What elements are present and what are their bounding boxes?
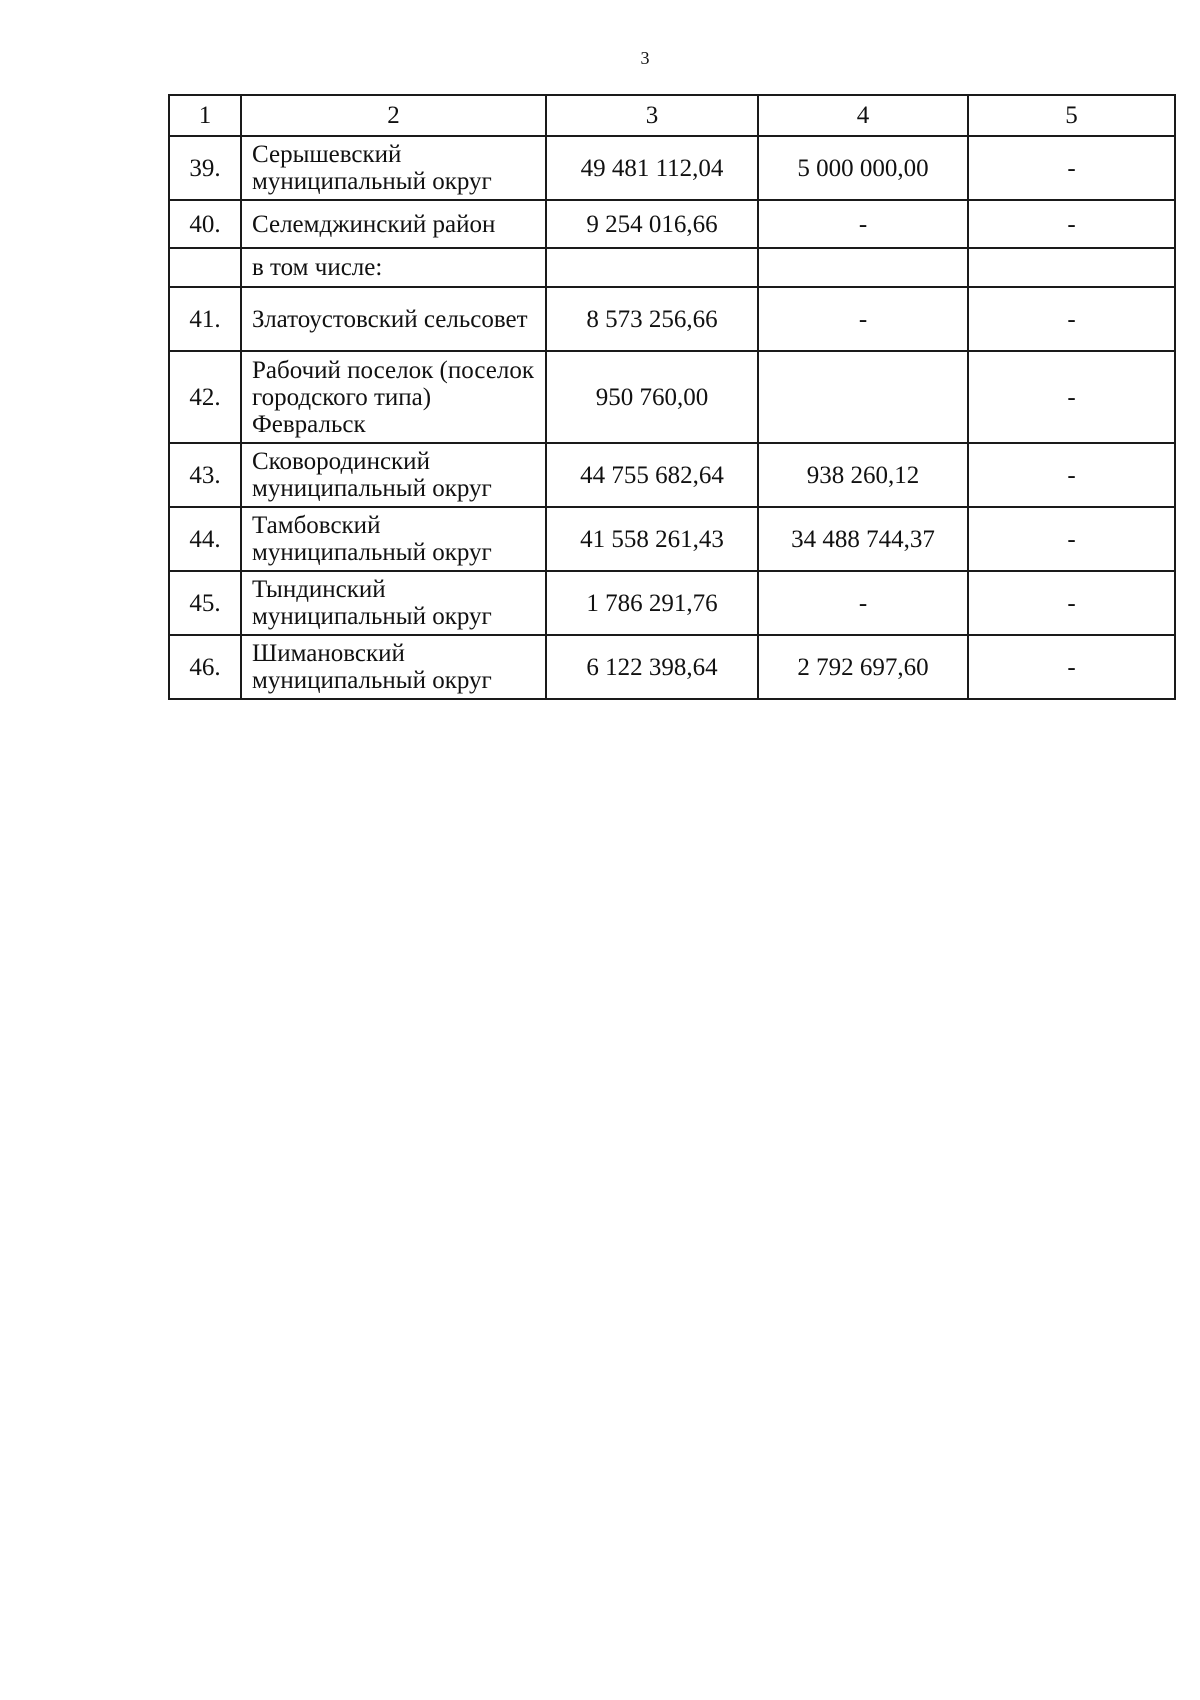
amount-column-5: -: [968, 351, 1175, 443]
amount-column-4: [758, 248, 968, 287]
amount-column-4: -: [758, 287, 968, 351]
amount-column-5: -: [968, 287, 1175, 351]
table-row: [169, 287, 1175, 351]
amount-column-3: 41 558 261,43: [546, 507, 758, 571]
municipality-name: Тындинский муниципальный округ: [241, 571, 546, 635]
amount-column-3: 1 786 291,76: [546, 571, 758, 635]
row-number: 45.: [169, 571, 241, 635]
table-row: [169, 635, 1175, 699]
amount-column-5: [968, 248, 1175, 287]
amount-column-3: 6 122 398,64: [546, 635, 758, 699]
amount-column-4: [758, 351, 968, 443]
amount-column-3: 950 760,00: [546, 351, 758, 443]
page-number: 3: [640, 48, 650, 68]
column-header: 5: [968, 95, 1175, 136]
amount-column-3: 44 755 682,64: [546, 443, 758, 507]
amount-column-3: [546, 248, 758, 287]
row-number: 46.: [169, 635, 241, 699]
table-row: [169, 571, 1175, 635]
table-row: [169, 136, 1175, 200]
amount-column-5: -: [968, 507, 1175, 571]
amount-column-3: 9 254 016,66: [546, 200, 758, 248]
amount-column-4: 2 792 697,60: [758, 635, 968, 699]
table-header-row: [169, 95, 1175, 136]
amount-column-5: -: [968, 443, 1175, 507]
amount-column-5: -: [968, 136, 1175, 200]
row-number: 40.: [169, 200, 241, 248]
subgroup-label: в том числе:: [241, 248, 546, 287]
row-number: 42.: [169, 351, 241, 443]
amount-column-4: -: [758, 200, 968, 248]
amount-column-4: 34 488 744,37: [758, 507, 968, 571]
amount-column-4: 5 000 000,00: [758, 136, 968, 200]
municipality-name: Шимановский муниципальный округ: [241, 635, 546, 699]
amount-column-4: -: [758, 571, 968, 635]
amount-column-3: 49 481 112,04: [546, 136, 758, 200]
municipality-name: Рабочий поселок (поселок городского типа) Февральск: [241, 351, 546, 443]
municipality-name: Тамбовский муниципальный округ: [241, 507, 546, 571]
table-row: [169, 443, 1175, 507]
row-number: 43.: [169, 443, 241, 507]
column-header: 2: [241, 95, 546, 136]
table-row: [169, 248, 1175, 287]
municipality-name: Селемджинский район: [241, 200, 546, 248]
municipality-name: Серышевский муниципальный округ: [241, 136, 546, 200]
municipality-name: Сковородинский муниципальный округ: [241, 443, 546, 507]
table-row: [169, 200, 1175, 248]
amount-column-5: -: [968, 200, 1175, 248]
municipality-name: Златоустовский сельсовет: [241, 287, 546, 351]
table-row: [169, 351, 1175, 443]
column-header: 1: [169, 95, 241, 136]
row-number: 39.: [169, 136, 241, 200]
amount-column-3: 8 573 256,66: [546, 287, 758, 351]
column-header: 4: [758, 95, 968, 136]
row-number: [169, 248, 241, 287]
column-header: 3: [546, 95, 758, 136]
row-number: 41.: [169, 287, 241, 351]
amount-column-5: -: [968, 571, 1175, 635]
row-number: 44.: [169, 507, 241, 571]
table-row: [169, 507, 1175, 571]
amount-column-4: 938 260,12: [758, 443, 968, 507]
budget-table: [168, 94, 1176, 700]
amount-column-5: -: [968, 635, 1175, 699]
